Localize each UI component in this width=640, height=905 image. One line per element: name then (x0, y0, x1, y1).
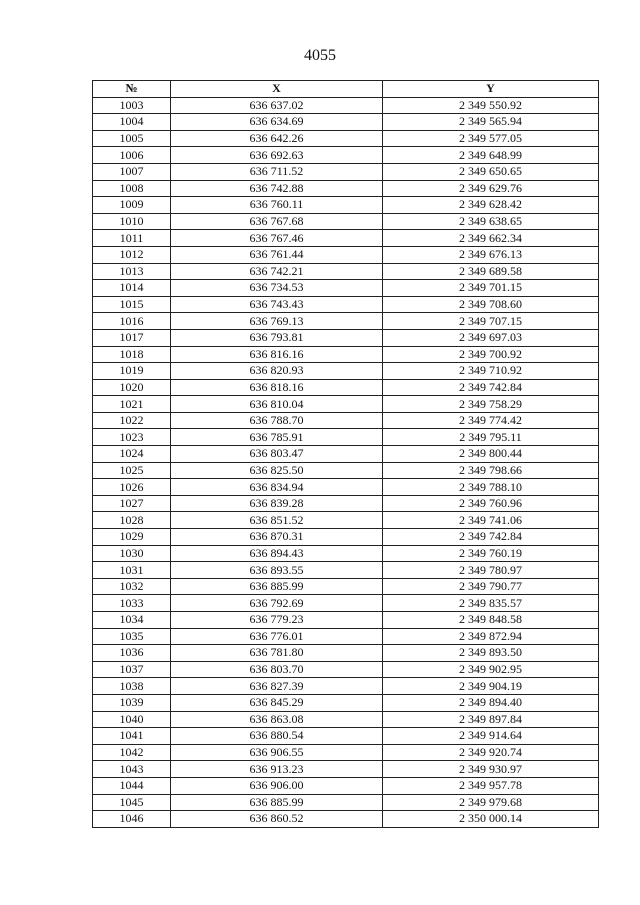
x-coordinate: 636 810.04 (171, 396, 383, 413)
y-coordinate: 2 349 550.92 (383, 97, 599, 114)
y-coordinate: 2 349 708.60 (383, 296, 599, 313)
table-row (93, 412, 599, 429)
point-number: 1020 (93, 379, 171, 396)
table-row (93, 694, 599, 711)
point-number: 1004 (93, 114, 171, 131)
table-row (93, 263, 599, 280)
x-coordinate: 636 820.93 (171, 363, 383, 380)
point-number: 1017 (93, 329, 171, 346)
point-number: 1005 (93, 130, 171, 147)
table-row (93, 777, 599, 794)
table-row (93, 180, 599, 197)
table-row (93, 545, 599, 562)
point-number: 1027 (93, 495, 171, 512)
y-coordinate: 2 349 577.05 (383, 130, 599, 147)
point-number: 1003 (93, 97, 171, 114)
point-number: 1016 (93, 313, 171, 330)
table-row (93, 711, 599, 728)
point-number: 1043 (93, 761, 171, 778)
point-number: 1038 (93, 678, 171, 695)
table-row (93, 213, 599, 230)
point-number: 1015 (93, 296, 171, 313)
point-number: 1037 (93, 661, 171, 678)
y-coordinate: 2 349 790.77 (383, 578, 599, 595)
x-coordinate: 636 818.16 (171, 379, 383, 396)
point-number: 1041 (93, 728, 171, 745)
point-number: 1031 (93, 562, 171, 579)
table-row (93, 479, 599, 496)
y-coordinate: 2 349 629.76 (383, 180, 599, 197)
x-coordinate: 636 767.68 (171, 213, 383, 230)
y-coordinate: 2 349 710.92 (383, 363, 599, 380)
x-coordinate: 636 913.23 (171, 761, 383, 778)
x-coordinate: 636 788.70 (171, 412, 383, 429)
y-coordinate: 2 349 897.84 (383, 711, 599, 728)
table-row (93, 761, 599, 778)
y-coordinate: 2 349 741.06 (383, 512, 599, 529)
y-coordinate: 2 349 758.29 (383, 396, 599, 413)
x-coordinate: 636 860.52 (171, 811, 383, 828)
x-coordinate: 636 825.50 (171, 462, 383, 479)
table-row (93, 313, 599, 330)
table-row (93, 230, 599, 247)
x-coordinate: 636 880.54 (171, 728, 383, 745)
point-number: 1040 (93, 711, 171, 728)
x-coordinate: 636 742.21 (171, 263, 383, 280)
y-coordinate: 2 350 000.14 (383, 811, 599, 828)
y-coordinate: 2 349 742.84 (383, 529, 599, 546)
point-number: 1018 (93, 346, 171, 363)
coordinates-table (92, 80, 599, 828)
point-number: 1022 (93, 412, 171, 429)
point-number: 1042 (93, 744, 171, 761)
point-number: 1033 (93, 595, 171, 612)
y-coordinate: 2 349 920.74 (383, 744, 599, 761)
table-row (93, 744, 599, 761)
point-number: 1032 (93, 578, 171, 595)
table-row (93, 578, 599, 595)
y-coordinate: 2 349 893.50 (383, 645, 599, 662)
table-row (93, 114, 599, 131)
table-row (93, 246, 599, 263)
point-number: 1028 (93, 512, 171, 529)
x-coordinate: 636 634.69 (171, 114, 383, 131)
point-number: 1029 (93, 529, 171, 546)
y-coordinate: 2 349 780.97 (383, 562, 599, 579)
y-coordinate: 2 349 565.94 (383, 114, 599, 131)
point-number: 1023 (93, 429, 171, 446)
y-coordinate: 2 349 650.65 (383, 163, 599, 180)
x-coordinate: 636 803.70 (171, 661, 383, 678)
y-coordinate: 2 349 835.57 (383, 595, 599, 612)
y-coordinate: 2 349 774.42 (383, 412, 599, 429)
point-number: 1021 (93, 396, 171, 413)
x-coordinate: 636 711.52 (171, 163, 383, 180)
table-row (93, 446, 599, 463)
x-coordinate: 636 816.16 (171, 346, 383, 363)
table-row (93, 529, 599, 546)
header-row (93, 81, 599, 98)
x-coordinate: 636 863.08 (171, 711, 383, 728)
y-coordinate: 2 349 800.44 (383, 446, 599, 463)
page-number: 4055 (304, 47, 336, 64)
y-coordinate: 2 349 701.15 (383, 280, 599, 297)
x-coordinate: 636 769.13 (171, 313, 383, 330)
table-row (93, 728, 599, 745)
y-coordinate: 2 349 902.95 (383, 661, 599, 678)
point-number: 1007 (93, 163, 171, 180)
table-row (93, 612, 599, 629)
point-number: 1046 (93, 811, 171, 828)
point-number: 1034 (93, 612, 171, 629)
y-coordinate: 2 349 872.94 (383, 628, 599, 645)
point-number: 1044 (93, 777, 171, 794)
y-coordinate: 2 349 760.96 (383, 495, 599, 512)
table-row (93, 396, 599, 413)
table-row (93, 329, 599, 346)
table-row (93, 130, 599, 147)
y-coordinate: 2 349 930.97 (383, 761, 599, 778)
point-number: 1026 (93, 479, 171, 496)
point-number: 1013 (93, 263, 171, 280)
table-row (93, 595, 599, 612)
table-row (93, 661, 599, 678)
table-row (93, 163, 599, 180)
point-number: 1024 (93, 446, 171, 463)
y-coordinate: 2 349 904.19 (383, 678, 599, 695)
y-coordinate: 2 349 628.42 (383, 197, 599, 214)
table-header (93, 81, 599, 98)
point-number: 1039 (93, 694, 171, 711)
x-coordinate: 636 834.94 (171, 479, 383, 496)
point-number: 1006 (93, 147, 171, 164)
y-coordinate: 2 349 638.65 (383, 213, 599, 230)
table-row (93, 678, 599, 695)
x-coordinate: 636 781.80 (171, 645, 383, 662)
table-row (93, 197, 599, 214)
y-coordinate: 2 349 662.34 (383, 230, 599, 247)
x-coordinate: 636 870.31 (171, 529, 383, 546)
table-row (93, 645, 599, 662)
x-coordinate: 636 776.01 (171, 628, 383, 645)
point-number: 1035 (93, 628, 171, 645)
x-coordinate: 636 742.88 (171, 180, 383, 197)
y-coordinate: 2 349 648.99 (383, 147, 599, 164)
table-row (93, 296, 599, 313)
table-row (93, 562, 599, 579)
table-row (93, 280, 599, 297)
point-number: 1010 (93, 213, 171, 230)
x-coordinate: 636 692.63 (171, 147, 383, 164)
y-coordinate: 2 349 676.13 (383, 246, 599, 263)
x-coordinate: 636 893.55 (171, 562, 383, 579)
x-coordinate: 636 793.81 (171, 329, 383, 346)
point-number: 1019 (93, 363, 171, 380)
table-row (93, 379, 599, 396)
x-coordinate: 636 906.55 (171, 744, 383, 761)
y-coordinate: 2 349 707.15 (383, 313, 599, 330)
x-coordinate: 636 906.00 (171, 777, 383, 794)
point-number: 1009 (93, 197, 171, 214)
table-row (93, 811, 599, 828)
x-coordinate: 636 894.43 (171, 545, 383, 562)
y-coordinate: 2 349 848.58 (383, 612, 599, 629)
y-coordinate: 2 349 760.19 (383, 545, 599, 562)
x-coordinate: 636 885.99 (171, 794, 383, 811)
table-row (93, 462, 599, 479)
x-coordinate: 636 845.29 (171, 694, 383, 711)
point-number: 1014 (93, 280, 171, 297)
point-number: 1045 (93, 794, 171, 811)
x-coordinate: 636 761.44 (171, 246, 383, 263)
y-coordinate: 2 349 697.03 (383, 329, 599, 346)
x-coordinate: 636 827.39 (171, 678, 383, 695)
x-coordinate: 636 785.91 (171, 429, 383, 446)
point-number: 1012 (93, 246, 171, 263)
y-coordinate: 2 349 700.92 (383, 346, 599, 363)
x-coordinate: 636 792.69 (171, 595, 383, 612)
y-coordinate: 2 349 914.64 (383, 728, 599, 745)
y-coordinate: 2 349 979.68 (383, 794, 599, 811)
x-coordinate: 636 767.46 (171, 230, 383, 247)
y-coordinate: 2 349 795.11 (383, 429, 599, 446)
table-row (93, 512, 599, 529)
table-row (93, 97, 599, 114)
y-coordinate: 2 349 689.58 (383, 263, 599, 280)
x-coordinate: 636 779.23 (171, 612, 383, 629)
y-coordinate: 2 349 788.10 (383, 479, 599, 496)
x-coordinate: 636 637.02 (171, 97, 383, 114)
header-number: № (93, 81, 171, 98)
table-body (93, 97, 599, 827)
x-coordinate: 636 885.99 (171, 578, 383, 595)
table-row (93, 495, 599, 512)
x-coordinate: 636 743.43 (171, 296, 383, 313)
table-row (93, 794, 599, 811)
header-x: X (171, 81, 383, 98)
table-row (93, 429, 599, 446)
x-coordinate: 636 803.47 (171, 446, 383, 463)
table-row (93, 628, 599, 645)
x-coordinate: 636 734.53 (171, 280, 383, 297)
point-number: 1025 (93, 462, 171, 479)
x-coordinate: 636 642.26 (171, 130, 383, 147)
point-number: 1011 (93, 230, 171, 247)
y-coordinate: 2 349 957.78 (383, 777, 599, 794)
table-row (93, 363, 599, 380)
x-coordinate: 636 839.28 (171, 495, 383, 512)
y-coordinate: 2 349 798.66 (383, 462, 599, 479)
table-row (93, 346, 599, 363)
point-number: 1008 (93, 180, 171, 197)
point-number: 1036 (93, 645, 171, 662)
header-y: Y (383, 81, 599, 98)
y-coordinate: 2 349 742.84 (383, 379, 599, 396)
x-coordinate: 636 851.52 (171, 512, 383, 529)
point-number: 1030 (93, 545, 171, 562)
table-row (93, 147, 599, 164)
y-coordinate: 2 349 894.40 (383, 694, 599, 711)
x-coordinate: 636 760.11 (171, 197, 383, 214)
